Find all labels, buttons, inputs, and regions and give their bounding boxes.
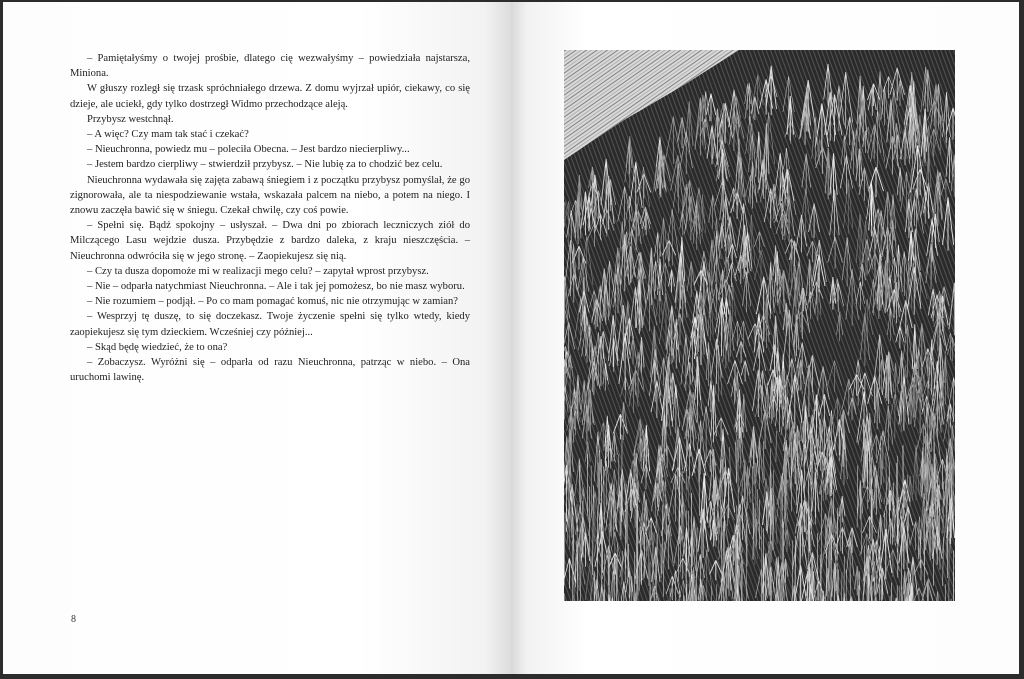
paragraph: – Czy ta dusza dopomoże mi w realizacji mego celu? – zapytał wprost przybysz. — [87, 265, 429, 277]
right-page — [511, 2, 1019, 674]
text-block — [70, 51, 470, 385]
paragraph: Przybysz westchnął. — [87, 113, 174, 125]
paragraph: – Nieuchronna, powiedz mu – poleciła Obecna. – Jest bardzo niecierpliwy... — [87, 144, 410, 156]
paragraph: Nieuchronna wydawała się zajęta zabawą śniegiem i z początku przybysz pomyślał, że go zignorowała, ale ta niespodziewanie wstała, wskazała palcem na niebo, a potem na niego. I znowu zaczęła bawić się w śniegu. Czekał chwilę, czy coś powie. — [70, 174, 470, 217]
forest-drawing — [564, 50, 955, 601]
paragraph: – Jestem bardzo cierpliwy – stwierdził przybysz. – Nie lubię za to chodzić bez celu. — [87, 159, 443, 171]
paragraph: W głuszy rozległ się trzask spróchniałego drzewa. Z domu wyjrzał upiór, ciekawy, co się dzieje, ale uciekł, gdy tylko dostrzegł Widmo przechodzące aleją. — [70, 83, 470, 110]
forest-illustration — [564, 50, 955, 601]
paragraph: – Nie rozumiem – podjął. – Po co mam pomagać komuś, nic nie otrzymując w zamian? — [87, 296, 458, 308]
paragraph: – A więc? Czy mam tak stać i czekać? — [87, 129, 249, 141]
paragraph: – Skąd będę wiedzieć, że to ona? — [87, 341, 228, 353]
left-page — [3, 2, 511, 674]
paragraph: – Spełni się. Bądź spokojny – usłyszał. – Dwa dni po zbiorach leczniczych ziół do Milczącego Lasu wejdzie dusza. Przybędzie z bardzo daleka, z kraju nieszczęścia. – Nieuchronna odwróciła się w jego stronę. – Zaopiekujesz się nią. — [70, 220, 470, 262]
paragraph: – Pamiętałyśmy o twojej prośbie, dlatego cię wezwałyśmy – powiedziała najstarsza, Miniona. — [70, 53, 470, 80]
paragraph: – Zobaczysz. Wyróżni się – odparła od razu Nieuchronna, patrząc w niebo. – Ona uruchomi lawinę. — [70, 357, 470, 384]
paragraph: – Wesprzyj tę duszę, to się doczekasz. Twoje życzenie spełni się tylko wtedy, kiedy zaopiekujesz się tym dzieckiem. Wcześniej czy później... — [70, 311, 470, 338]
paragraph: – Nie – odparła natychmiast Nieuchronna. – Ale i tak jej pomożesz, bo nie masz wyboru. — [87, 281, 465, 293]
page-number: 8 — [71, 614, 76, 625]
